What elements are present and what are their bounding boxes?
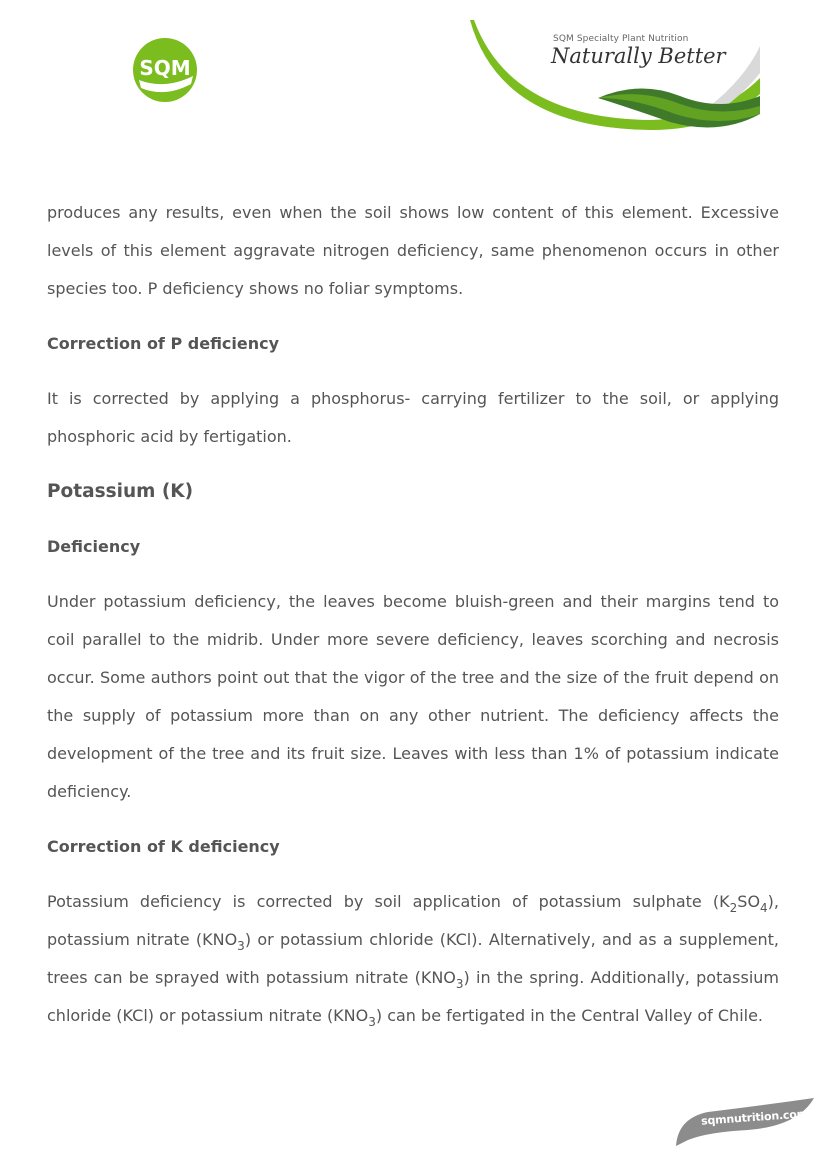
text-run: SO	[737, 892, 761, 911]
subscript: 3	[368, 1015, 376, 1029]
heading-correction-p: Correction of P deficiency	[47, 334, 280, 353]
paragraph-correction-k	[47, 883, 779, 1035]
brand-tagline-small: SQM Specialty Plant Nutrition	[553, 34, 689, 44]
subscript: 3	[455, 977, 464, 991]
heading-deficiency: Deficiency	[47, 537, 141, 556]
subscript: 2	[729, 901, 738, 915]
paragraph-k-deficiency: Under potassium deficiency, the leaves become bluish-green and their margins tend to coil parallel to the midrib. Under more severe deficiency, leaves scorching and necrosis occur. Some authors point out that the vigor of the tree and the size of the fruit depend on the supply of potassium more than on any other nutrient. The deficiency affects the development of the tree and its fruit size. Leaves with less than 1% of potassium indicate deficiency.	[47, 592, 779, 801]
heading-potassium: Potassium (K)	[47, 481, 194, 502]
sqm-logo	[131, 38, 199, 102]
paragraph-p-deficiency-cont: produces any results, even when the soil shows low content of this element. Excessive levels of this element aggravate nitrogen deficiency, same phenomenon occurs in other species too. P deficiency shows no foliar symptoms.	[47, 203, 779, 298]
text-run: ) can be fertigated in the Central Valley of Chile.	[375, 1006, 764, 1025]
heading-correction-k: Correction of K deficiency	[47, 837, 280, 856]
paragraph-correction-p: It is corrected by applying a phosphorus- carrying fertilizer to the soil, or applying phosphoric acid by fertigation.	[47, 389, 779, 446]
document-body	[47, 194, 779, 1035]
text-run: Potassium deficiency is corrected by soil application of potassium sulphate (K	[47, 892, 730, 911]
brand-tagline: Naturally Better	[551, 44, 726, 68]
subscript: 4	[760, 901, 768, 915]
sqm-logo-text: SQM	[139, 56, 191, 80]
subscript: 3	[237, 939, 245, 953]
footer-website[interactable]: sqmnutrition.com	[700, 1107, 809, 1128]
text-run: ) in the spring. Additionally, potassium chloride (KCl) or potassium nitrate (KNO	[47, 968, 779, 1025]
text-run: ), potassium nitrate (KNO	[47, 892, 779, 949]
text-run: ) or potassium chloride (KCl). Alternatively, and as a supplement, trees can be sprayed with potassium nitrate (KNO	[47, 930, 779, 987]
